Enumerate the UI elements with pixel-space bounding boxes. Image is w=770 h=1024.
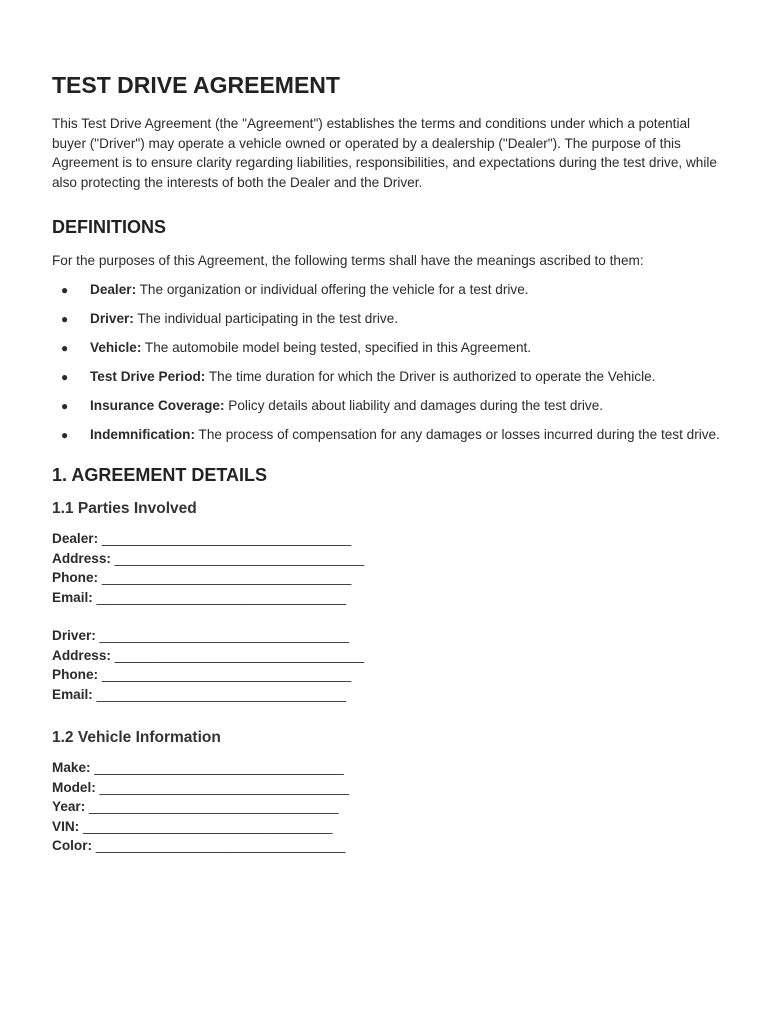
definitions-heading: DEFINITIONS	[52, 217, 167, 237]
definition-text: The individual participating in the test drive.	[133, 310, 399, 326]
parties-heading: 1.1 Parties Involved	[52, 500, 197, 517]
definition-text: The time duration for which the Driver is authorized to operate the Vehicle.	[205, 368, 656, 384]
vehicle-vin-field[interactable]	[52, 817, 724, 837]
definitions-list	[52, 280, 724, 445]
bullet-icon: ●	[61, 282, 69, 297]
driver-email-field[interactable]	[52, 685, 724, 705]
vehicle-info-heading: 1.2 Vehicle Information	[52, 729, 221, 746]
field-label: Dealer:	[52, 531, 99, 546]
field-label: Year:	[52, 799, 86, 814]
bullet-icon: ●	[61, 340, 69, 355]
field-blank: _________________________________	[90, 760, 344, 775]
field-label: Make:	[52, 760, 91, 775]
intro-paragraph: This Test Drive Agreement (the "Agreement") establishes the terms and conditions under which a potential buyer ("Driver") may operate a vehicle owned or operated by a dealership ("Dealer"). The purpose of this Agreement is to ensure clarity regarding liabilities, responsibilities, and expectations during the test drive, while also protecting the interests of both the Dealer and the Driver.	[52, 116, 717, 190]
vehicle-make-field[interactable]	[52, 758, 724, 778]
field-blank: _________________________________	[85, 799, 339, 814]
definition-item	[52, 280, 724, 300]
bullet-icon: ●	[61, 398, 69, 413]
field-blank: _________________________________	[92, 589, 347, 605]
driver-name-field[interactable]	[52, 626, 724, 646]
vehicle-color-field[interactable]	[52, 836, 724, 856]
field-label: Address:	[52, 550, 111, 566]
field-blank: _________________________________	[95, 779, 350, 795]
bullet-icon: ●	[61, 427, 69, 442]
field-label: Model:	[52, 779, 96, 795]
dealer-fields	[52, 529, 724, 607]
dealer-name-field[interactable]	[52, 529, 724, 549]
document-title: TEST DRIVE AGREEMENT	[52, 72, 340, 98]
spacer	[52, 607, 724, 626]
vehicle-fields	[52, 758, 724, 856]
definition-term: Insurance Coverage:	[90, 397, 225, 413]
definition-text: The automobile model being tested, specified in this Agreement.	[141, 339, 532, 355]
dealer-email-field[interactable]	[52, 588, 724, 608]
field-label: Phone:	[52, 667, 99, 682]
field-blank: _________________________________	[98, 531, 352, 546]
definition-item	[52, 396, 724, 416]
field-label: Address:	[52, 647, 111, 663]
definition-term: Vehicle:	[90, 339, 142, 355]
definition-item	[52, 309, 724, 329]
field-blank: _________________________________	[98, 570, 352, 585]
field-blank: _________________________________	[79, 818, 333, 834]
definition-text: The process of compensation for any damages or losses incurred during the test drive.	[194, 426, 720, 442]
definition-term: Driver:	[90, 310, 134, 326]
bullet-icon: ●	[61, 369, 69, 384]
vehicle-year-field[interactable]	[52, 797, 724, 817]
agreement-details-heading: 1. AGREEMENT DETAILS	[52, 465, 268, 485]
field-label: Driver:	[52, 628, 96, 643]
definitions-lead: For the purposes of this Agreement, the following terms shall have the meanings ascribed to them:	[52, 253, 644, 268]
field-label: VIN:	[52, 818, 80, 834]
definition-term: Test Drive Period:	[90, 368, 206, 384]
dealer-address-field[interactable]	[52, 549, 724, 569]
field-label: Color:	[52, 838, 93, 853]
definition-term: Dealer:	[90, 281, 137, 297]
field-blank: _________________________________	[98, 667, 352, 682]
driver-address-field[interactable]	[52, 646, 724, 666]
driver-fields	[52, 626, 724, 704]
definition-item	[52, 338, 724, 358]
field-blank: _________________________________	[110, 550, 365, 566]
bullet-icon: ●	[61, 311, 69, 326]
definition-term: Indemnification:	[90, 426, 195, 442]
dealer-phone-field[interactable]	[52, 568, 724, 588]
field-blank: _________________________________	[95, 628, 350, 643]
field-label: Email:	[52, 589, 93, 605]
field-blank: _________________________________	[110, 647, 365, 663]
document-page	[52, 70, 724, 856]
field-label: Email:	[52, 686, 93, 702]
driver-phone-field[interactable]	[52, 665, 724, 685]
field-label: Phone:	[52, 570, 99, 585]
definition-text: Policy details about liability and damages during the test drive.	[224, 397, 604, 413]
definition-item	[52, 425, 724, 445]
definition-item	[52, 367, 724, 387]
vehicle-model-field[interactable]	[52, 778, 724, 798]
definition-text: The organization or individual offering the vehicle for a test drive.	[136, 281, 529, 297]
field-blank: _________________________________	[92, 686, 347, 702]
field-blank: _________________________________	[92, 838, 346, 853]
